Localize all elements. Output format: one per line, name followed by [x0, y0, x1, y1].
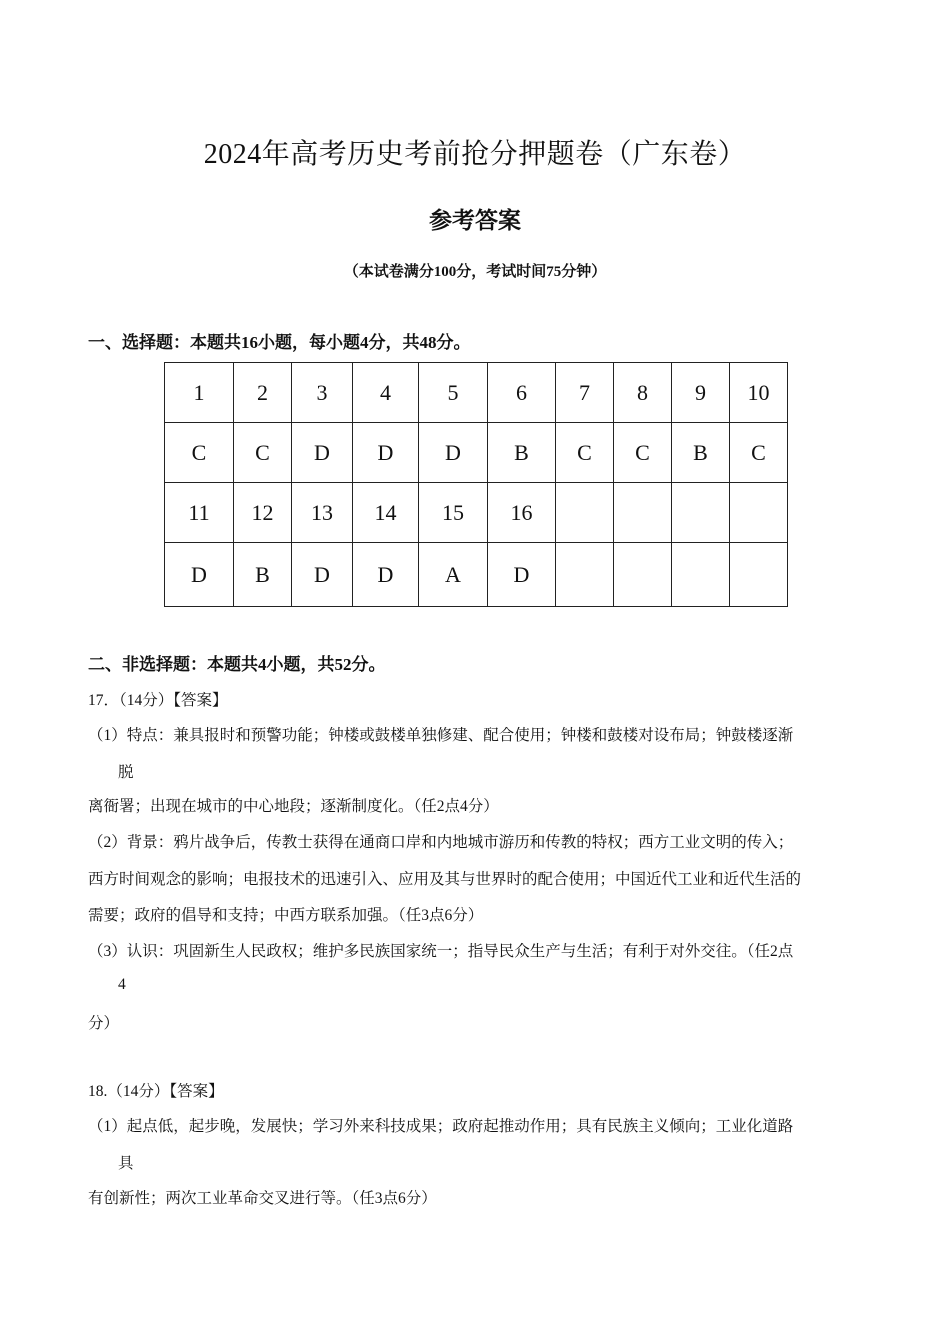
answer-cell: C [234, 423, 292, 483]
question-number-cell: 13 [292, 483, 353, 543]
q17-part2-line1: （2）背景：鸦片战争后，传教士获得在通商口岸和内地城市游历和传教的特权；西方工业文明的传入； [88, 834, 794, 851]
answer-cell: B [234, 543, 292, 607]
question-number-cell [730, 483, 788, 543]
answer-cell: C [730, 423, 788, 483]
answer-cell: A [419, 543, 488, 607]
question-number-cell: 11 [165, 483, 234, 543]
question-number-cell [672, 483, 730, 543]
answer-cell: D [292, 423, 353, 483]
table-row [165, 423, 788, 483]
q17-part1-line2: 脱 [118, 764, 134, 781]
answer-cell: B [672, 423, 730, 483]
section-2-heading: 二、非选择题：本题共4小题，共52分。 [88, 655, 386, 674]
question-number-cell: 8 [614, 363, 672, 423]
answer-cell: C [556, 423, 614, 483]
q18-part1-line3: 有创新性；两次工业革命交叉进行等。（任3点6分） [88, 1190, 437, 1207]
answer-cell: D [419, 423, 488, 483]
answer-cell [556, 543, 614, 607]
question-number-cell: 9 [672, 363, 730, 423]
answer-cell: D [353, 543, 419, 607]
answer-cell: D [292, 543, 353, 607]
answer-cell: C [614, 423, 672, 483]
q17-part3-line3: 分） [88, 1015, 120, 1032]
q17-heading: 17．（14分）【答案】 [88, 692, 228, 709]
answer-cell: D [165, 543, 234, 607]
page-subtitle: 参考答案 [429, 208, 521, 233]
question-number-cell [614, 483, 672, 543]
exam-note: （本试卷满分100分，考试时间75分钟） [343, 264, 607, 280]
question-number-cell: 15 [419, 483, 488, 543]
q17-part2-line2: 西方时间观念的影响；电报技术的迅速引入、应用及其与世界时的配合使用；中国近代工业和近代生活的 [88, 871, 802, 888]
q17-part3-line2: 4 [118, 976, 126, 993]
answer-table-body [165, 363, 788, 607]
page-title: 2024年高考历史考前抢分押题卷（广东卷） [203, 139, 747, 170]
question-number-cell: 3 [292, 363, 353, 423]
question-number-cell: 16 [488, 483, 556, 543]
question-number-cell: 10 [730, 363, 788, 423]
q17-part1-line1: （1）特点：兼具报时和预警功能；钟楼或鼓楼单独修建、配合使用；钟楼和鼓楼对设布局；钟鼓楼逐渐 [88, 727, 794, 744]
answer-cell [672, 543, 730, 607]
table-row [165, 363, 788, 423]
question-number-cell: 7 [556, 363, 614, 423]
table-row [165, 483, 788, 543]
question-number-cell: 1 [165, 363, 234, 423]
answer-cell: D [488, 543, 556, 607]
table-row [165, 543, 788, 607]
q18-heading: 18.（14分）【答案】 [88, 1083, 224, 1100]
q17-part3-line1: （3）认识：巩固新生人民政权；维护多民族国家统一；指导民众生产与生活；有利于对外交往。（任2点 [88, 943, 794, 960]
question-number-cell: 2 [234, 363, 292, 423]
question-number-cell: 12 [234, 483, 292, 543]
q17-part2-line3: 需要；政府的倡导和支持；中西方联系加强。（任3点6分） [88, 907, 484, 924]
answer-cell: B [488, 423, 556, 483]
question-number-cell: 6 [488, 363, 556, 423]
answer-table [164, 362, 788, 607]
question-number-cell: 14 [353, 483, 419, 543]
question-number-cell: 4 [353, 363, 419, 423]
answer-cell [730, 543, 788, 607]
answer-cell [614, 543, 672, 607]
q18-part1-line2: 具 [118, 1155, 134, 1172]
q18-part1-line1: （1）起点低，起步晚，发展快；学习外来科技成果；政府起推动作用；具有民族主义倾向；工业化道路 [88, 1118, 794, 1135]
answer-cell: C [165, 423, 234, 483]
answer-cell: D [353, 423, 419, 483]
question-number-cell: 5 [419, 363, 488, 423]
question-number-cell [556, 483, 614, 543]
q17-part1-line3: 离衙署；出现在城市的中心地段；逐渐制度化。（任2点4分） [88, 798, 499, 815]
section-1-heading: 一、选择题：本题共16小题，每小题4分，共48分。 [88, 333, 471, 352]
